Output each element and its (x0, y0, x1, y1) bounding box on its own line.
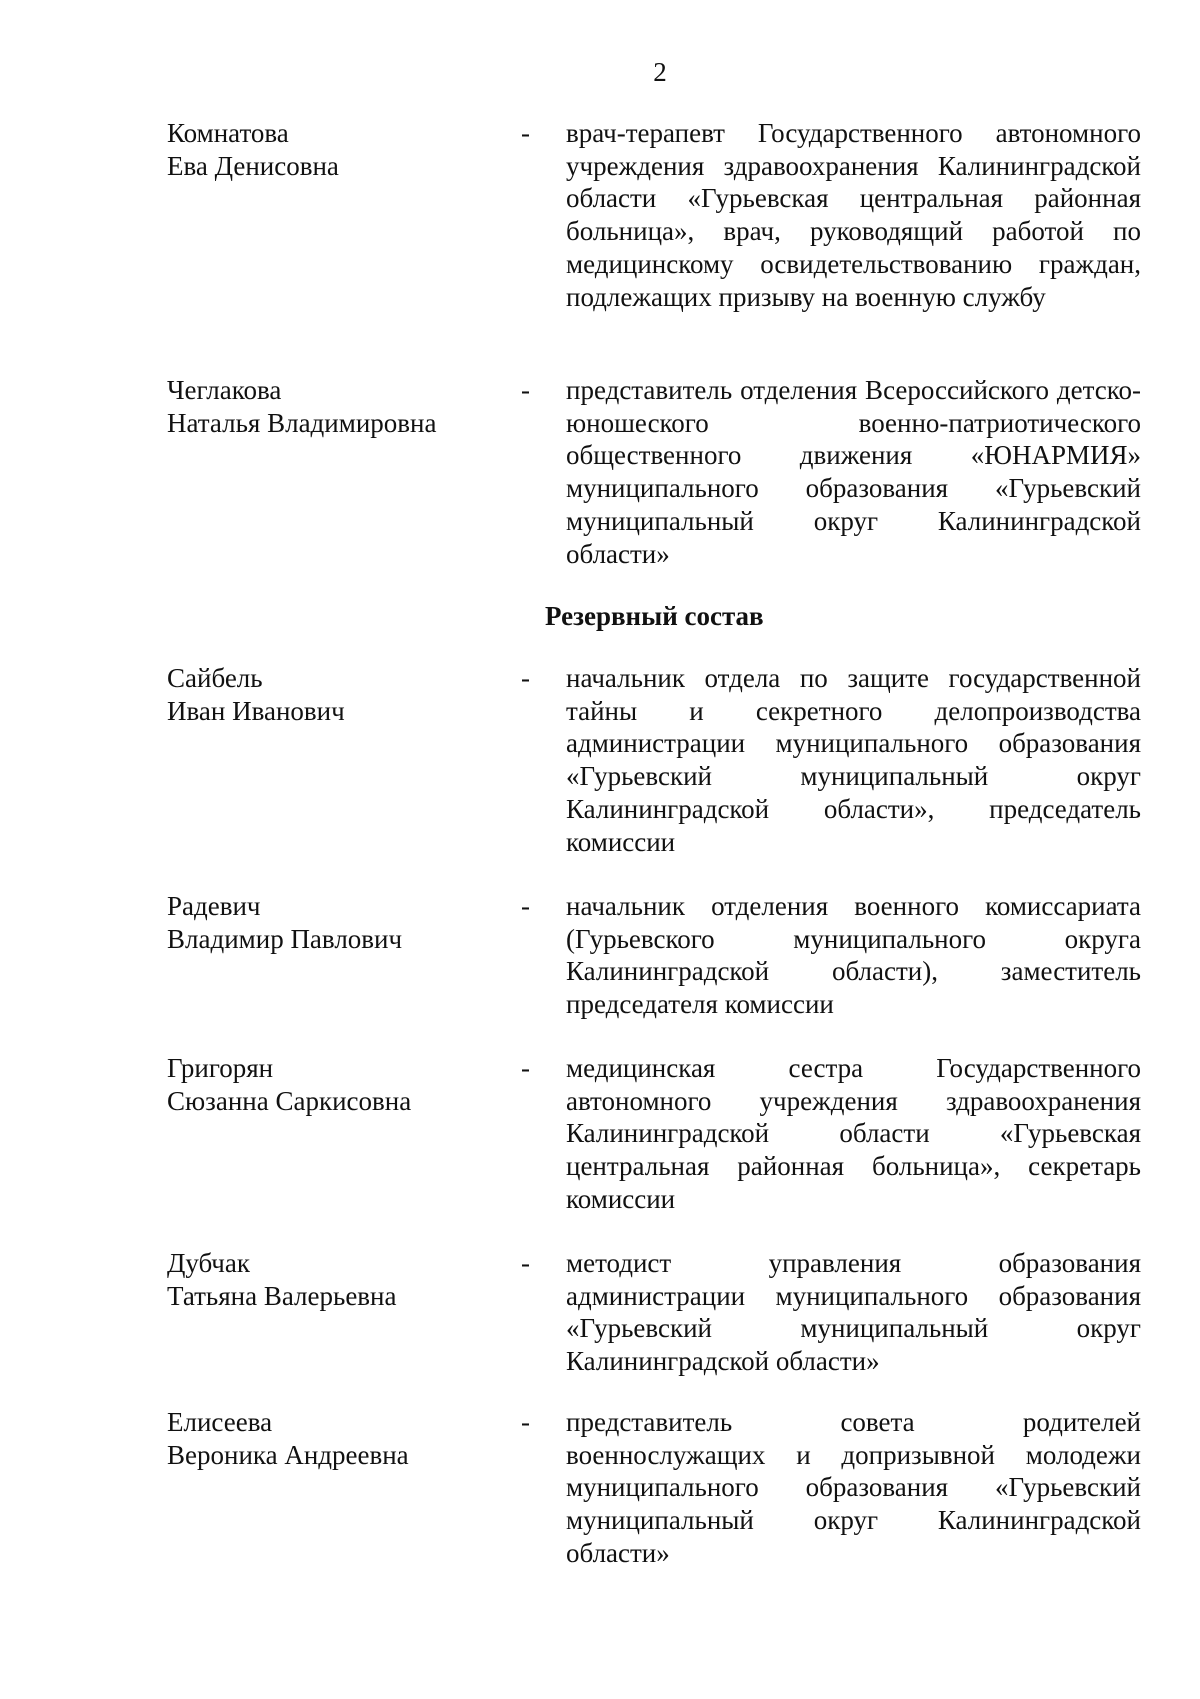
member-name (167, 890, 497, 955)
member-surname: Комнатова (167, 118, 289, 148)
dash-separator: - (521, 663, 530, 693)
dash-separator: - (521, 891, 530, 921)
member-description: начальник отделения военного комиссариата (Гурьевского муниципального округа Калининградской области), заместитель председателя комиссии (566, 891, 1141, 1020)
member-name (167, 117, 497, 182)
member-surname: Григорян (167, 1053, 274, 1083)
member-name (167, 1247, 497, 1312)
member-description: представитель совета родителей военнослужащих и допризывной молодежи муниципального образования «Гурьевский муниципальный округ Калининградской области» (566, 1407, 1141, 1568)
member-given-names: Владимир Павлович (167, 923, 403, 954)
member-surname: Елисеева (167, 1407, 273, 1437)
member-description: методист управления образования администрации муниципального образования «Гурьевский муниципальный округ Калининградской области» (566, 1248, 1141, 1377)
member-given-names: Татьяна Валерьевна (167, 1280, 397, 1311)
member-given-names: Иван Иванович (167, 695, 345, 726)
dash-separator: - (521, 1248, 530, 1278)
member-name (167, 662, 497, 727)
member-surname: Радевич (167, 891, 261, 921)
section-title-reserve: Резервный состав (545, 601, 764, 631)
member-name (167, 374, 497, 439)
dash-separator: - (521, 1053, 530, 1083)
member-surname: Чеглакова (167, 375, 282, 405)
member-description: врач-терапевт Государственного автономного учреждения здравоохранения Калининградской области «Гурьевская центральная районная больница», врач, руководящий работой по медицинскому освидетельствованию граждан, подлежащих призыву на военную службу (566, 118, 1141, 312)
page-number: 2 (653, 57, 667, 87)
member-given-names: Ева Денисовна (167, 150, 339, 181)
member-description: представитель отделения Всероссийского детско-юношеского военно-патриотического общественного движения «ЮНАРМИЯ» муниципального образования «Гурьевский муниципальный округ Калининградской области» (566, 375, 1141, 569)
member-given-names: Сюзанна Саркисовна (167, 1085, 412, 1116)
member-given-names: Наталья Владимировна (167, 407, 437, 438)
dash-separator: - (521, 118, 530, 148)
member-name (167, 1406, 497, 1471)
member-given-names: Вероника Андреевна (167, 1439, 409, 1470)
member-surname: Сайбель (167, 663, 263, 693)
member-surname: Дубчак (167, 1248, 250, 1278)
member-name (167, 1052, 497, 1117)
member-description: медицинская сестра Государственного автономного учреждения здравоохранения Калининградской области «Гурьевская центральная районная больница», секретарь комиссии (566, 1053, 1141, 1214)
member-description: начальник отдела по защите государственной тайны и секретного делопроизводства администрации муниципального образования «Гурьевский муниципальный округ Калининградской области», председатель комиссии (566, 663, 1141, 857)
dash-separator: - (521, 375, 530, 405)
dash-separator: - (521, 1407, 530, 1437)
